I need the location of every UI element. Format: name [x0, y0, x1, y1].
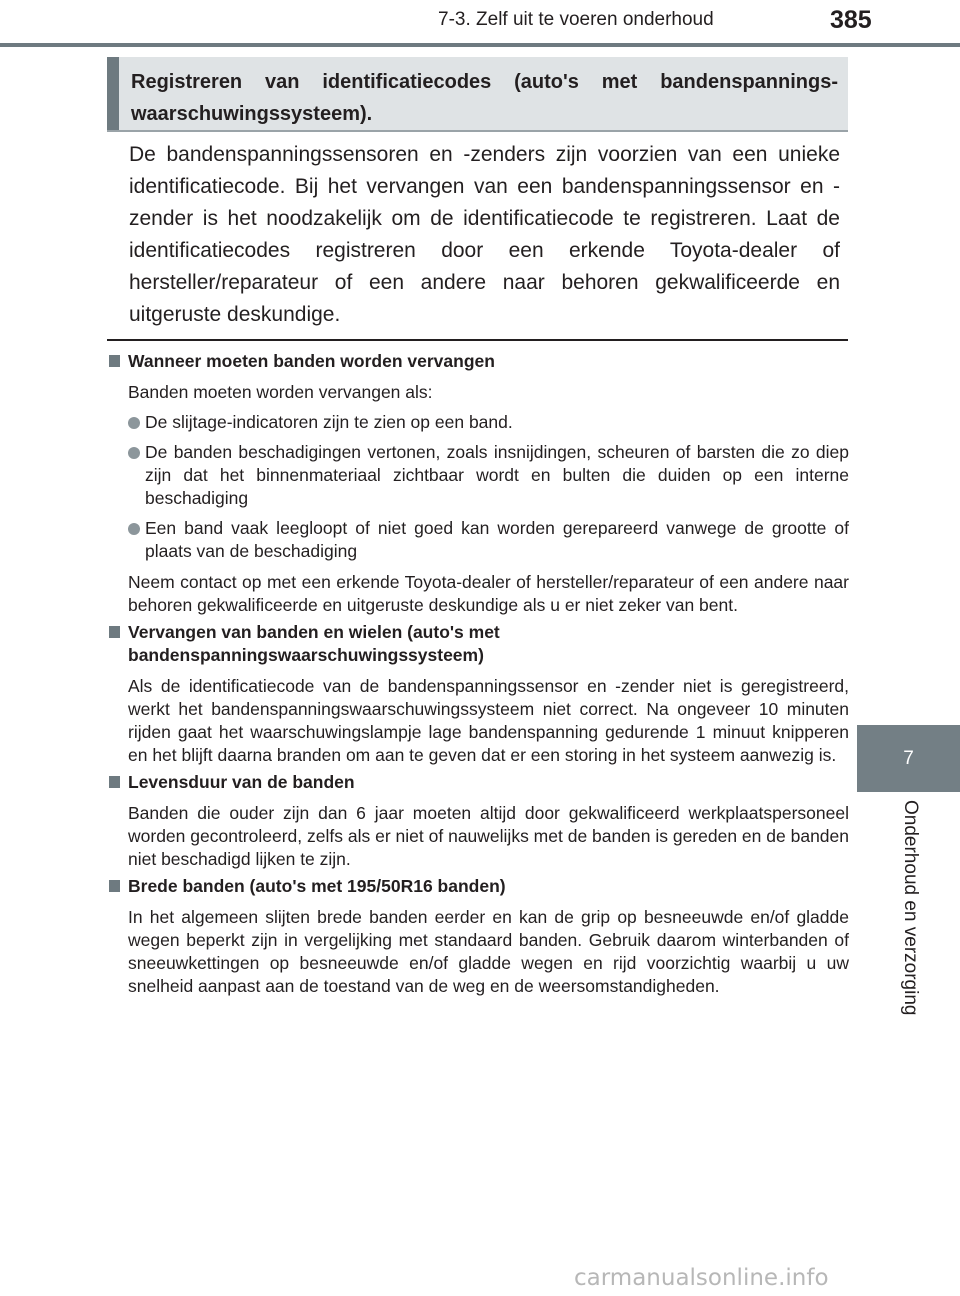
subsection-text: In het algemeen slijten brede banden eerder en kan de grip op besneeuwde en/of gladde wegen beperkt zijn in vergelijking met standaard banden. Gebruik daarom winterbanden of sneeuwkettingen op besneeuwde en/of gladde wegen en rijd voorzichtig waarbij u uw snelheid aanpast aan de toestand van de weg en de weersomstandigheden.: [128, 907, 849, 996]
round-bullet-icon: [128, 523, 140, 535]
list-item-text: De banden beschadigingen vertonen, zoals insnijdingen, scheuren of barsten die zo diep zijn dat het binnenmateriaal zichtbaar wordt en bulten die duiden op een interne beschadiging: [145, 442, 849, 508]
subsection-title: Brede banden (auto's met 195/50R16 banden): [128, 876, 506, 896]
section-divider: [107, 339, 848, 341]
chapter-title: 7-3. Zelf uit te voeren onderhoud: [438, 9, 714, 30]
list-item: [128, 441, 849, 510]
subsection-text: Als de identificatiecode van de bandenspanningssensor en -zender niet is geregistreerd, werkt het bandenspanningswaarschuwingssysteem niet correct. Na ongeveer 10 minuten rijden gaat het waarschuwingslampje lage bandenspanning gedurende 1 minuut knipperen en het blijft daarna branden om aan te geven dat er een storing in het systeem aanwezig is.: [128, 676, 849, 765]
watermark: carmanualsonline.info: [574, 1265, 829, 1291]
subsection-text: Banden die ouder zijn dan 6 jaar moeten altijd door gekwalificeerd werkplaatspersoneel worden gecontroleerd, zelfs als er niet of nauwelijks met de banden is gereden en de banden niet beschadigd lijken te zijn.: [128, 803, 849, 869]
subsection-title: Vervangen van banden en wielen (auto's met bandenspanningswaarschuwingssysteem): [128, 622, 500, 665]
side-tab-chapter-number: 7: [857, 725, 960, 792]
square-bullet-icon: [109, 355, 120, 367]
subsection-heading: [109, 875, 849, 898]
side-tab-chapter-name-text: Onderhoud en verzorging: [900, 800, 921, 1016]
list-item: [128, 517, 849, 563]
section-title-rule: [107, 130, 848, 132]
subsection-title: Wanneer moeten banden worden vervangen: [128, 351, 495, 371]
round-bullet-icon: [128, 447, 140, 459]
notes-content: [109, 346, 849, 998]
header-rule: [0, 43, 960, 47]
subsection-heading: [109, 621, 849, 667]
subsection-closing: Neem contact op met een erkende Toyota-dealer of hersteller/reparateur of een andere naar behoren gekwalificeerde en uitgeruste deskundige als u er niet zeker van bent.: [128, 572, 849, 615]
subsection-heading: [109, 350, 849, 373]
list-item-text: Een band vaak leegloopt of niet goed kan worden gerepareerd vanwege de grootte of plaats van de beschadiging: [145, 518, 849, 561]
square-bullet-icon: [109, 776, 120, 788]
subsection-heading: [109, 771, 849, 794]
section-title: Registreren van identificatiecodes (auto's met bandenspannings-waarschuwingssysteem).: [131, 71, 838, 125]
square-bullet-icon: [109, 880, 120, 892]
list-item: [128, 411, 849, 434]
subsection-lead: Banden moeten worden vervangen als:: [128, 382, 433, 402]
page-number: 385: [830, 6, 872, 34]
side-tab-chapter-name: [857, 800, 960, 1100]
square-bullet-icon: [109, 626, 120, 638]
list-item-text: De slijtage-indicatoren zijn te zien op een band.: [145, 412, 513, 432]
subsection-title: Levensduur van de banden: [128, 772, 355, 792]
round-bullet-icon: [128, 417, 140, 429]
section-title-box: [107, 57, 848, 131]
section-intro: De bandenspanningssensoren en -zenders zijn voorzien van een unieke identificatiecode. Bij het vervangen van een bandenspanningssensor en -zender is het noodzakelijk om de identificatiecode te registreren. Laat de identificatiecodes registreren door een erkende Toyota-dealer of hersteller/reparateur of een andere naar behoren gekwalificeerde en uitgeruste deskundige.: [129, 143, 840, 326]
